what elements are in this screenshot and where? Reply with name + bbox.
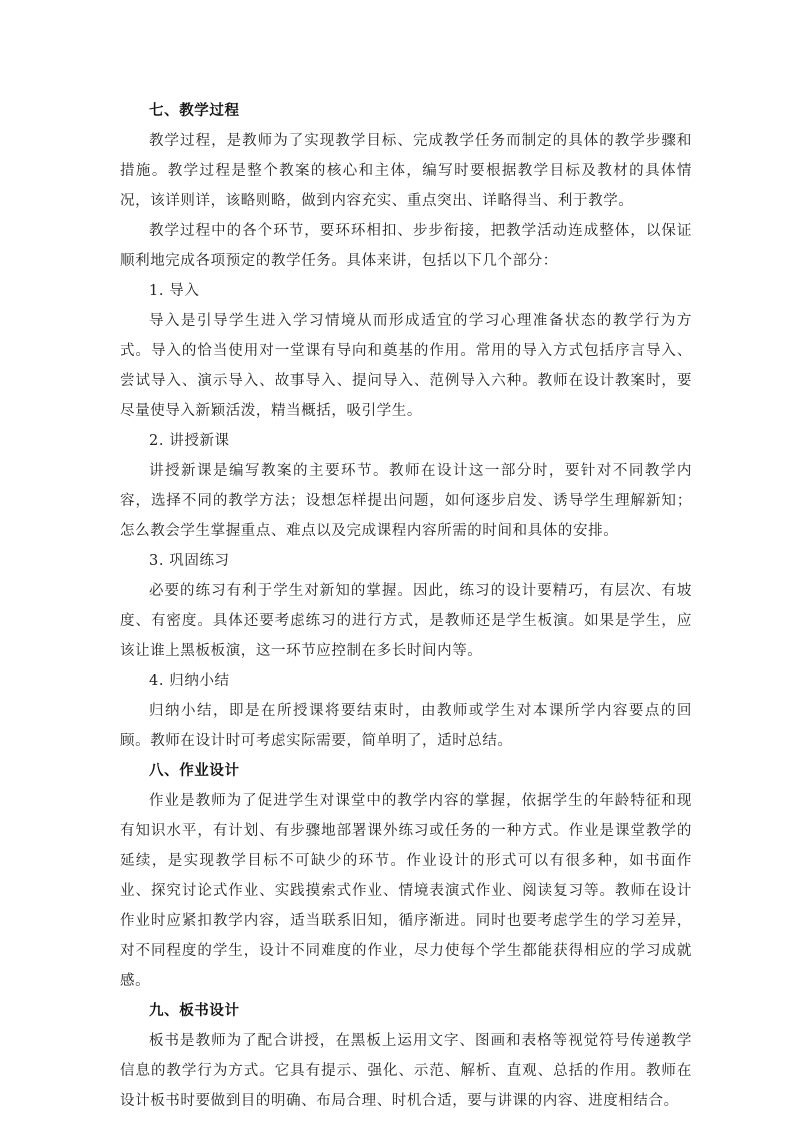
subsection-title-practice: 3. 巩固练习 [149,553,230,569]
paragraph: 讲授新课是编写教案的主要环节。教师在设计这一部分时，要针对不同教学内容，选择不同的教学方法；设想怎样提出问题，如何逐步启发、诱导学生理解新知；怎么教会学生掌握重点、难点以及完成课程内容所需的时间和具体的安排。 [120,463,692,539]
section-heading-homework-design: 八、作业设计 [149,763,240,779]
subsection-title-introduction: 1. 导入 [149,283,200,299]
paragraph: 作业是教师为了促进学生对课堂中的教学内容的掌握，依据学生的年龄特征和现有知识水平，有计划、有步骤地部署课外练习或任务的一种方式。作业是课堂教学的延续，是实现教学目标不可缺少的环节。作业设计的形式可以有很多种，如书面作业、探究讨论式作业、实践摸索式作业、情境表演式作业、阅读复习等。教师在设计作业时应紧扣教学内容，适当联系旧知，循序渐进。同时也要考虑学生的学习差异，对不同程度的学生，设计不同难度的作业，尽力使每个学生都能获得相应的学习成就感。 [120,793,692,989]
subsection-title-new-lesson: 2. 讲授新课 [149,433,230,449]
paragraph: 归纳小结，即是在所授课将要结束时，由教师或学生对本课所学内容要点的回顾。教师在设计时可考虑实际需要，简单明了，适时总结。 [120,703,692,749]
paragraph: 板书是教师为了配合讲授，在黑板上运用文字、图画和表格等视觉符号传递教学信息的教学行为方式。它具有提示、强化、示范、解析、直观、总括的作用。教师在设计板书时要做到目的明确、布局合理、时机合适，要与讲课的内容、进度相结合。 [120,1033,692,1109]
section-heading-blackboard-design: 九、板书设计 [149,1003,240,1019]
document-page [120,96,692,1116]
paragraph: 教学过程中的各个环节，要环环相扣、步步衔接，把教学活动连成整体，以保证顺利地完成各项预定的教学任务。具体来讲，包括以下几个部分： [120,223,692,269]
paragraph: 教学过程，是教师为了实现教学目标、完成教学任务而制定的具体的教学步骤和措施。教学过程是整个教案的核心和主体，编写时要根据教学目标及教材的具体情况，该详则详，该略则略，做到内容充实、重点突出、详略得当、利于教学。 [120,133,692,209]
paragraph: 导入是引导学生进入学习情境从而形成适宜的学习心理准备状态的教学行为方式。导入的恰当使用对一堂课有导向和奠基的作用。常用的导入方式包括序言导入、尝试导入、演示导入、故事导入、提问导入、范例导入六种。教师在设计教案时，要尽量使导入新颖活泼，精当概括，吸引学生。 [120,313,692,419]
subsection-title-summary: 4. 归纳小结 [149,673,230,689]
paragraph: 必要的练习有利于学生对新知的掌握。因此，练习的设计要精巧，有层次、有坡度、有密度。具体还要考虑练习的进行方式，是教师还是学生板演。如果是学生，应该让谁上黑板板演，这一环节应控制在多长时间内等。 [120,583,692,659]
section-heading-teaching-process: 七、教学过程 [149,103,240,119]
